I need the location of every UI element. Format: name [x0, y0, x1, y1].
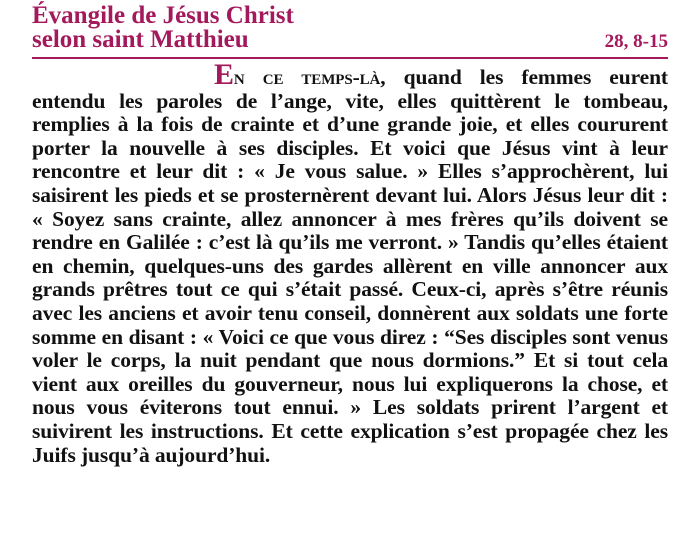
reading-text: [32, 58, 668, 467]
reading-heading: [32, 4, 668, 54]
heading-title-line1: Évangile de Jésus Christ: [32, 2, 294, 29]
scripture-reference: 28, 8-15: [604, 31, 668, 52]
heading-divider: [32, 57, 668, 59]
drop-cap: E: [214, 58, 234, 91]
opening-words: n ce temps-là: [233, 65, 381, 89]
reading-body: , quand les femmes eurent entendu les paroles de l’ange, vite, elles quittèrent le tombeau, remplies à la fois de crainte et d’une grande joie, et elles coururent porter la nouvelle à ses disciples. Et voici que Jésus vint à leur rencontre et leur dit : « Je vous salue. » Elles s’approchèrent, lui saisirent les pieds et se prosternèrent devant lui. Alors Jésus leur dit : « Soyez sans crainte, allez annoncer à mes frères qu’ils doivent se rendre en Galilée : c’est là qu’ils me verront. » Tandis qu’elles étaient en chemin, quelques-uns des gardes allèrent en ville annoncer aux grands prêtres tout ce qui s’était passé. Ceux-ci, après s’être réunis avec les anciens et avoir tenu conseil, donnèrent aux soldats une forte somme en disant : « Voici ce que vous direz : “Ses disciples sont venus voler le corps, la nuit pendant que nous dormions.” Et si tout cela vient aux oreilles du gouverneur, nous lui expliquerons la chose, et nous vous éviterons tout ennui. » Les soldats prirent l’argent et suivirent les instructions. Et cette explication s’est propagée chez les Juifs jusqu’à aujourd’hui.: [32, 65, 668, 467]
gospel-reading: [32, 4, 668, 489]
heading-title-line2: selon saint Matthieu: [32, 26, 249, 53]
heading-line2: [32, 28, 668, 54]
